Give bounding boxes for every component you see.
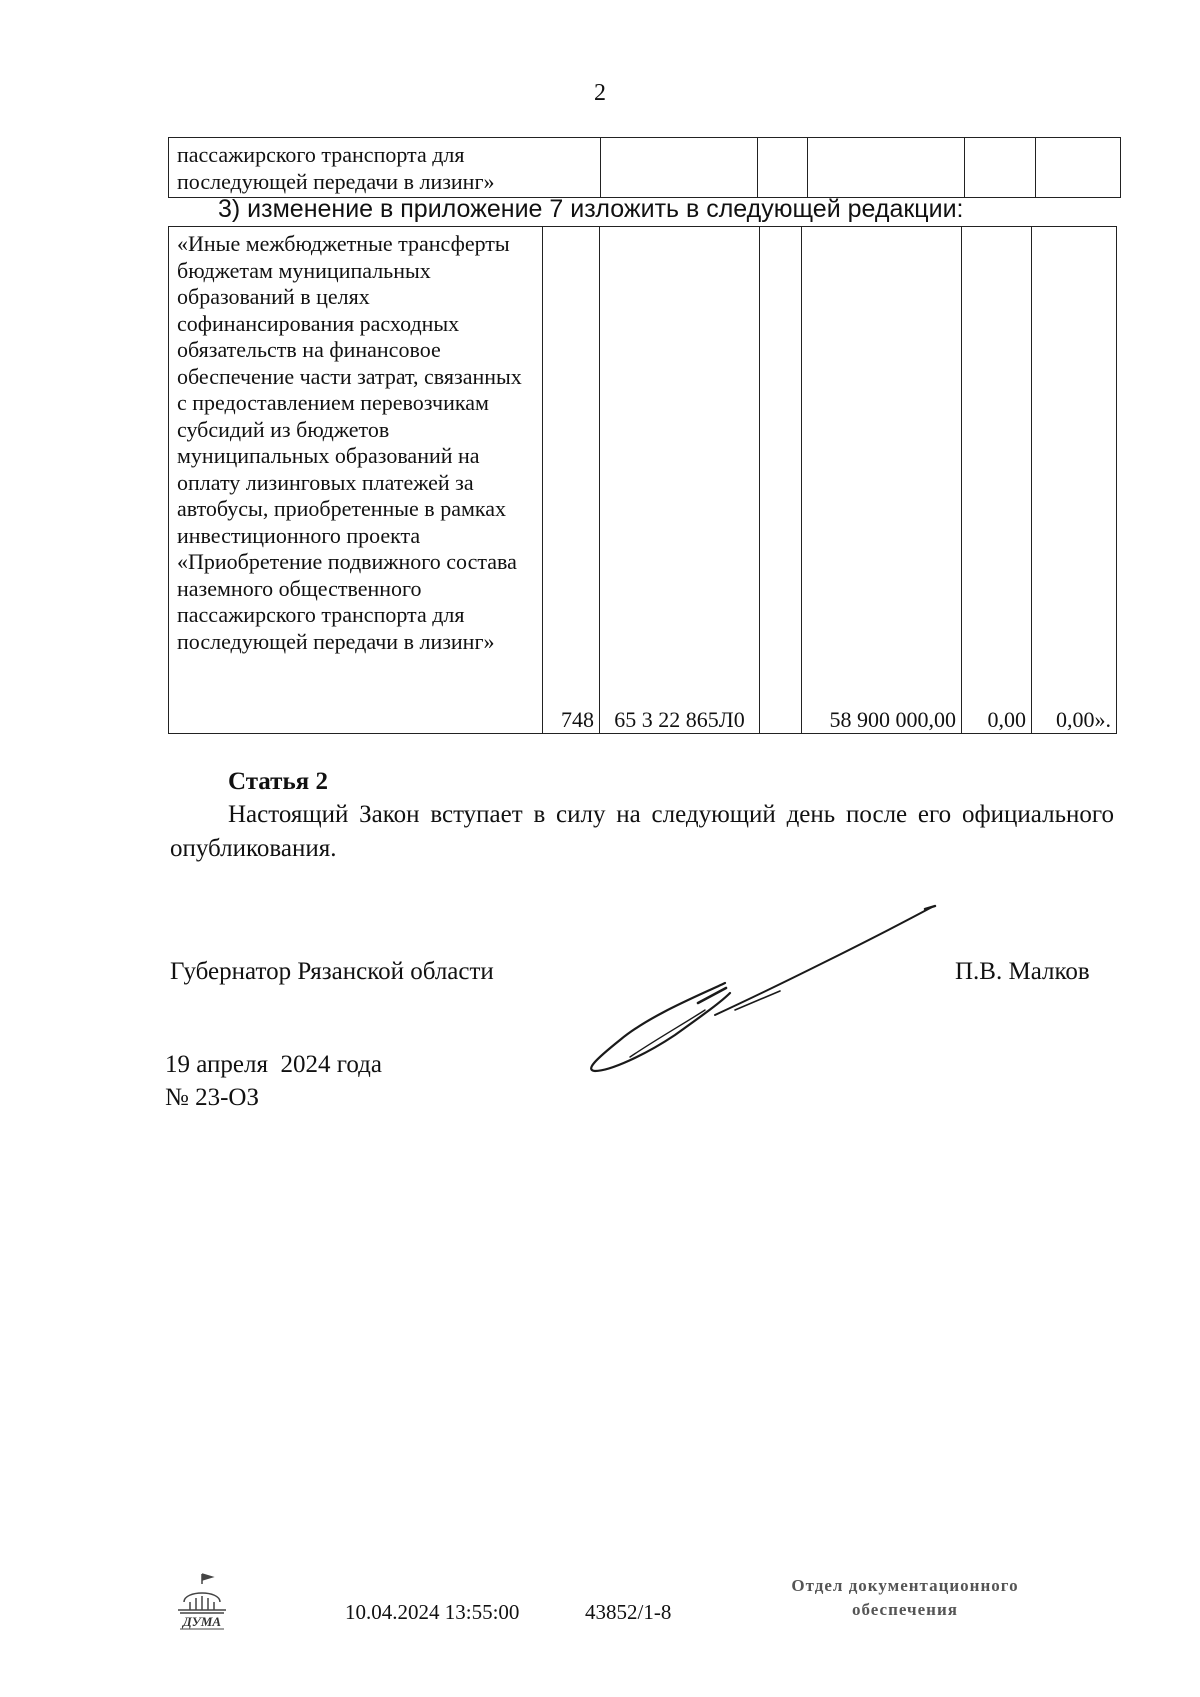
top-table-cell — [965, 138, 1036, 198]
article-text: Настоящий Закон вступает в силу на следующий день после его официального опубликования. — [170, 801, 1114, 862]
expense-type-code — [760, 227, 802, 734]
svg-text:ДУМА: ДУМА — [182, 1614, 222, 1629]
amount-year-3: 0,00». — [1032, 227, 1117, 734]
stamp-line-1: Отдел документационного — [791, 1576, 1019, 1595]
page-number: 2 — [594, 80, 606, 106]
top-table-cell — [601, 138, 758, 198]
top-table-cell — [808, 138, 965, 198]
top-table — [168, 137, 1121, 198]
amendment-instruction: 3) изменение в приложение 7 изложить в следующей редакции: — [218, 195, 964, 223]
amount-year-1: 58 900 000,00 — [802, 227, 962, 734]
signatory-name: П.В. Малков — [955, 958, 1090, 985]
department-stamp — [745, 1574, 1065, 1622]
handwritten-signature — [580, 895, 940, 1080]
signatory-title: Губернатор Рязанской области — [170, 958, 494, 985]
article-title: Статья 2 — [228, 768, 328, 795]
top-table-description: пассажирского транспорта для последующей передачи в лизинг» — [169, 138, 601, 198]
law-number: № 23-ОЗ — [165, 1084, 260, 1111]
main-table — [168, 226, 1117, 734]
ministry-code: 748 — [543, 227, 600, 734]
stamp-line-2: обеспечения — [852, 1600, 958, 1619]
expense-description: «Иные межбюджетные трансферты бюджетам муниципальных образований в целях софинансирования расходных обязательств на финансовое обеспечение части затрат, связанных с предоставлением перевозчикам субсидий из бюджетов муниципальных образований на оплату лизинговых платежей за автобусы, приобретенные в рамках инвестиционного проекта «Приобретение подвижного состава наземного общественного пассажирского транспорта для последующей передачи в лизинг» — [169, 227, 543, 734]
registration-code: 43852/1-8 — [585, 1600, 672, 1624]
top-table-cell — [1036, 138, 1121, 198]
top-table-cell — [758, 138, 808, 198]
duma-logo-icon — [170, 1570, 234, 1639]
amount-year-2: 0,00 — [962, 227, 1032, 734]
registration-datetime: 10.04.2024 13:55:00 — [345, 1600, 520, 1624]
signing-date: 19 апреля 2024 года — [165, 1051, 382, 1078]
target-article-code: 65 3 22 865Л0 — [600, 227, 760, 734]
